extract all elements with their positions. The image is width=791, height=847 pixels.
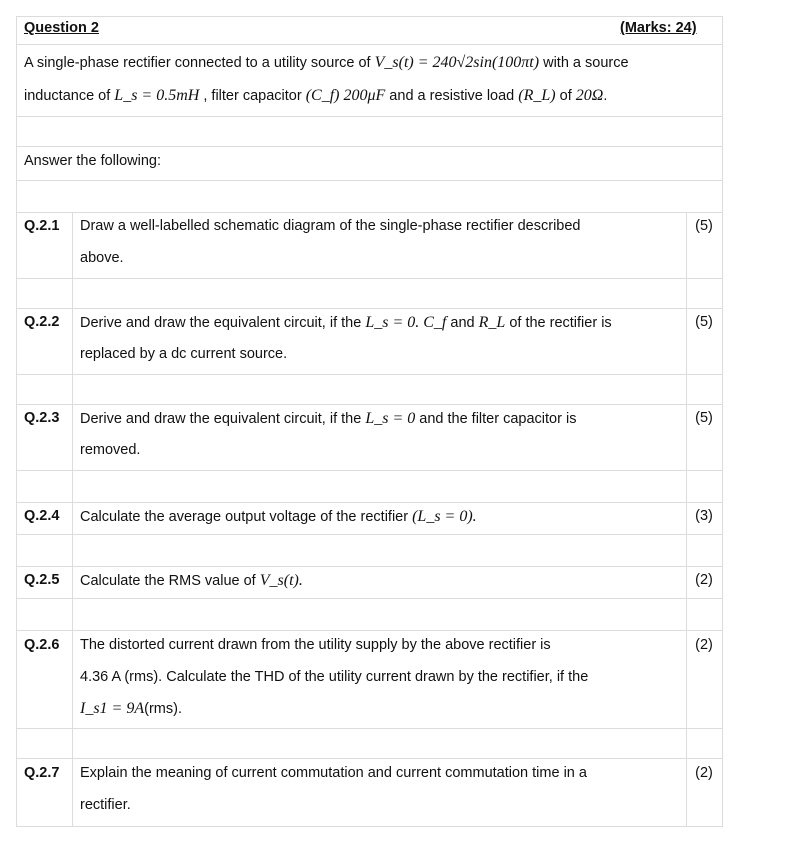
question-text: The distorted current drawn from the utility supply by the above rectifier is	[80, 637, 551, 653]
grid-line	[16, 404, 723, 405]
question-number: Q.2.5	[24, 572, 60, 588]
grid-line	[722, 16, 723, 827]
question-text: replaced by a dc current source.	[80, 346, 288, 362]
grid-line	[16, 16, 17, 827]
grid-line	[16, 308, 723, 309]
question-text: removed.	[80, 442, 141, 458]
question-number: Q.2.7	[24, 765, 60, 781]
grid-line	[16, 758, 723, 759]
question-number: Q.2.4	[24, 508, 60, 524]
question-marks: (5)	[695, 410, 713, 426]
grid-line	[72, 212, 73, 827]
grid-line	[16, 212, 723, 213]
question-marks: (2)	[695, 637, 713, 653]
question-text: Explain the meaning of current commutation and current commutation time in a	[80, 765, 587, 781]
question-text: Calculate the RMS value of V_s(t).	[80, 572, 303, 589]
grid-line	[16, 502, 723, 503]
grid-line	[16, 630, 723, 631]
grid-line	[16, 116, 723, 117]
question-marks: (2)	[695, 572, 713, 588]
question-number: Q.2.6	[24, 637, 60, 653]
grid-line	[16, 374, 723, 375]
intro-line-1: A single-phase rectifier connected to a utility source of V_s(t) = 240√2sin(100πt) with a source	[24, 54, 629, 71]
question-number: Q.2.3	[24, 410, 60, 426]
question-number: Q.2.1	[24, 218, 60, 234]
intro-line-2: inductance of L_s = 0.5mH , filter capacitor (C_f) 200μF and a resistive load (R_L) of 20Ω.	[24, 87, 608, 104]
question-text: Derive and draw the equivalent circuit, if the L_s = 0. C_f and R_L of the rectifier is	[80, 314, 612, 331]
source-voltage-equation: V_s(t) = 240√2sin(100πt)	[374, 54, 540, 71]
grid-line	[16, 278, 723, 279]
question-text: above.	[80, 250, 124, 266]
grid-line	[16, 534, 723, 535]
question-text: I_s1 = 9A(rms).	[80, 700, 182, 717]
grid-line	[16, 728, 723, 729]
question-text: Draw a well-labelled schematic diagram of the single-phase rectifier described	[80, 218, 581, 234]
question-marks: (3)	[695, 508, 713, 524]
question-text: Derive and draw the equivalent circuit, if the L_s = 0 and the filter capacitor is	[80, 410, 577, 427]
question-text: Calculate the average output voltage of the rectifier (L_s = 0).	[80, 508, 477, 525]
question-title: Question 2	[24, 20, 99, 36]
answer-prompt: Answer the following:	[24, 153, 162, 169]
grid-line	[16, 566, 723, 567]
grid-line	[16, 826, 723, 827]
grid-line	[16, 598, 723, 599]
question-number: Q.2.2	[24, 314, 60, 330]
grid-line	[16, 180, 723, 181]
question-marks: (2)	[695, 765, 713, 781]
grid-line	[16, 146, 723, 147]
question-marks: (5)	[695, 314, 713, 330]
marks-total: (Marks: 24)	[620, 20, 697, 36]
question-text: 4.36 A (rms). Calculate the THD of the utility current drawn by the rectifier, if the	[80, 669, 589, 685]
question-marks: (5)	[695, 218, 713, 234]
grid-line	[16, 44, 723, 45]
grid-line	[16, 470, 723, 471]
grid-line	[16, 16, 723, 17]
question-text: rectifier.	[80, 797, 131, 813]
